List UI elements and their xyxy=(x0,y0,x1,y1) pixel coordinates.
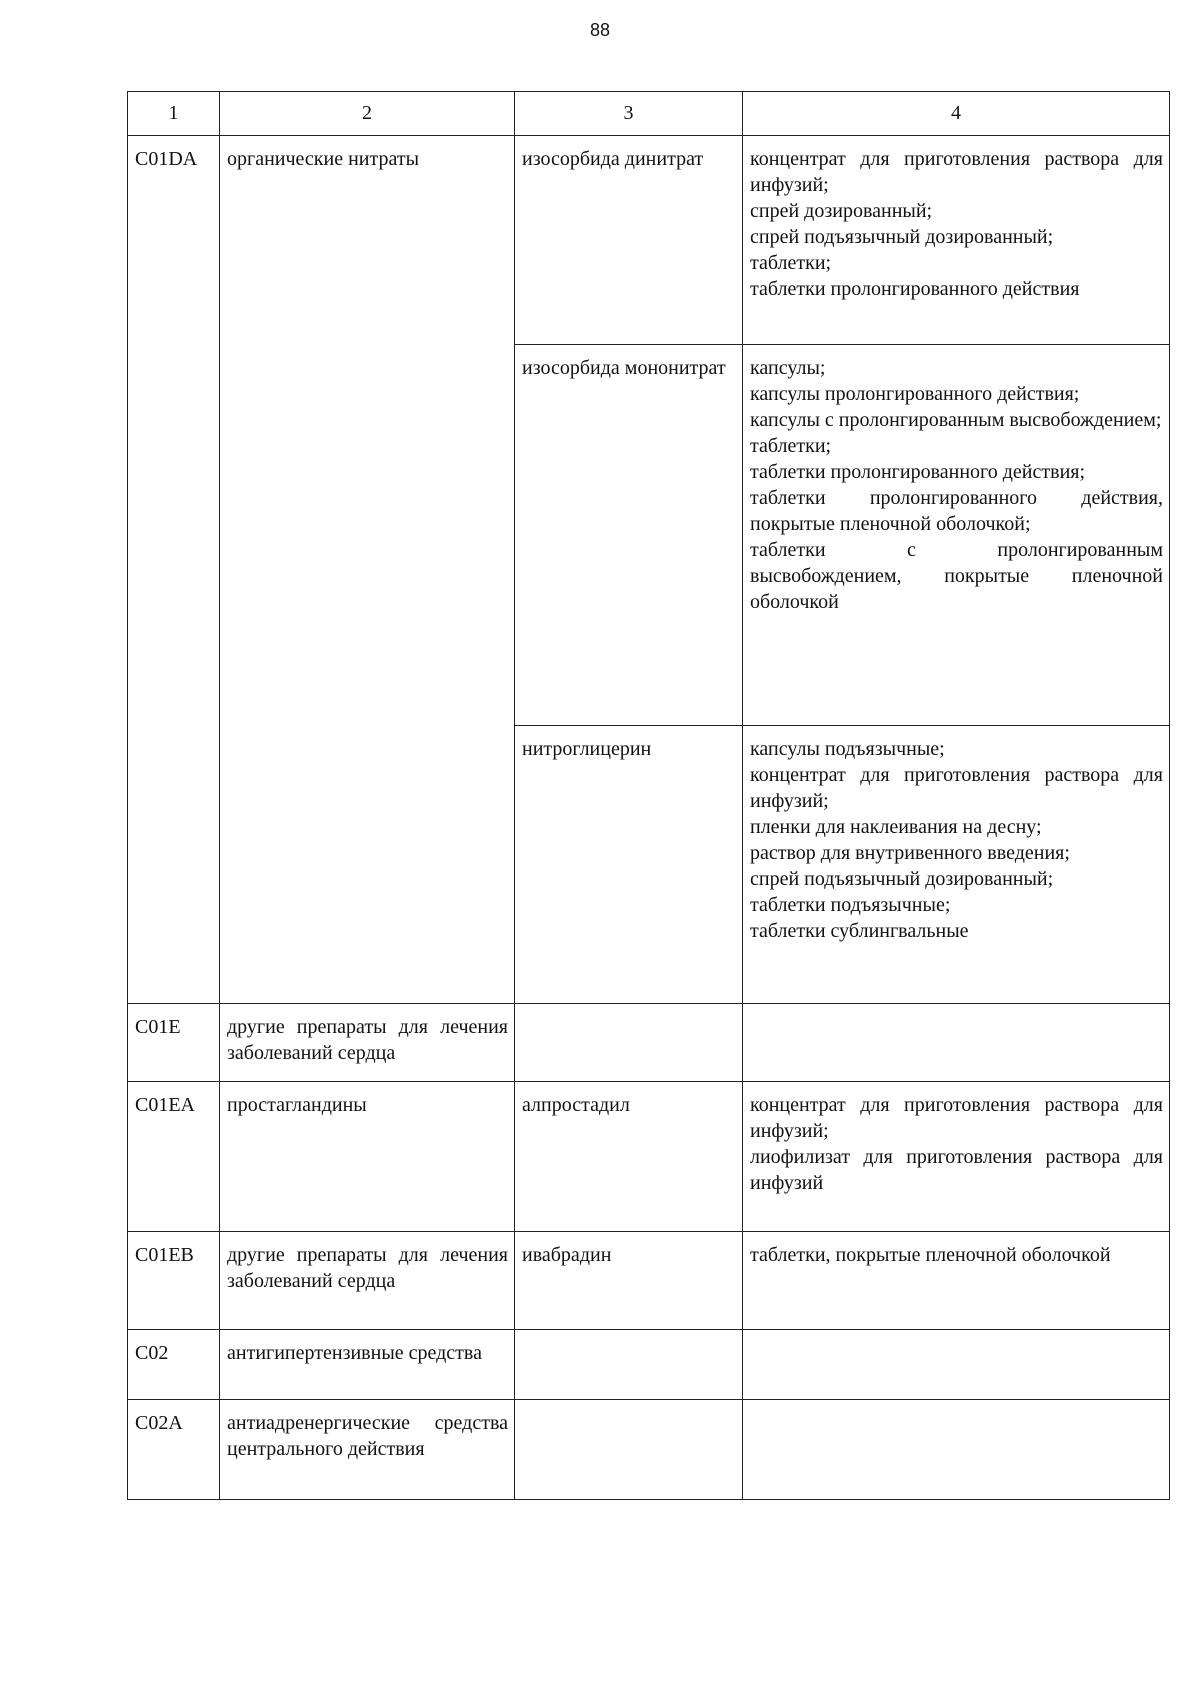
dosage-forms-cell xyxy=(743,726,1170,1004)
group-name-cell: антигипертензивные средства xyxy=(220,1330,515,1400)
dosage-form: спрей подъязычный дозированный; xyxy=(750,868,1054,890)
atc-code-cell: C02A xyxy=(128,1400,220,1500)
dosage-form: таблетки подъязычные; xyxy=(750,894,951,916)
column-header-3: 3 xyxy=(515,92,743,136)
column-header-4: 4 xyxy=(743,92,1170,136)
drug-name-cell: алпростадил xyxy=(515,1082,743,1232)
page-number: 88 xyxy=(589,20,611,40)
dosage-forms-cell xyxy=(743,1082,1170,1232)
table-row xyxy=(128,1232,1170,1330)
drug-name-cell: изосорбида мононитрат xyxy=(515,345,743,726)
group-name-cell: органические нитраты xyxy=(220,136,515,1004)
drug-name-cell: изосорбида динитрат xyxy=(515,136,743,345)
atc-code-cell: C01EA xyxy=(128,1082,220,1232)
dosage-forms-cell xyxy=(743,1330,1170,1400)
dosage-form: раствор для внутривенного введения; xyxy=(750,842,1070,864)
atc-code-cell: C01E xyxy=(128,1004,220,1082)
dosage-form: таблетки пролонгированного действия xyxy=(750,278,1080,300)
drug-name-cell xyxy=(515,1004,743,1082)
column-header-1: 1 xyxy=(128,92,220,136)
dosage-form: спрей дозированный; xyxy=(750,200,933,222)
dosage-form: таблетки; xyxy=(750,435,832,457)
drug-name-cell xyxy=(515,1330,743,1400)
drug-name-cell xyxy=(515,1400,743,1500)
dosage-form: капсулы с пролонгированным высвобождением; xyxy=(750,409,1162,431)
table-row xyxy=(128,1004,1170,1082)
group-name-cell: антиадренергические средства центрального действия xyxy=(220,1400,515,1500)
atc-code-cell: C01DA xyxy=(128,136,220,1004)
column-header-2: 2 xyxy=(220,92,515,136)
dosage-form: капсулы пролонгированного действия; xyxy=(750,383,1080,405)
table-row xyxy=(128,1082,1170,1232)
dosage-form: таблетки сублингвальные xyxy=(750,920,969,942)
table-row xyxy=(128,136,1170,345)
dosage-form: капсулы; xyxy=(750,357,826,379)
dosage-forms-cell xyxy=(743,1232,1170,1330)
drug-name-cell: ивабрадин xyxy=(515,1232,743,1330)
group-name-cell: простагландины xyxy=(220,1082,515,1232)
dosage-form: лиофилизат для приготовления раствора для инфузий xyxy=(750,1146,1163,1194)
dosage-form: таблетки с пролонгированным высвобождением, покрытые пленочной оболочкой xyxy=(750,539,1163,613)
dosage-form: таблетки пролонгированного действия, покрытые пленочной оболочкой; xyxy=(750,487,1163,535)
dosage-form: концентрат для приготовления раствора для инфузий; xyxy=(750,148,1163,196)
dosage-form: концентрат для приготовления раствора для инфузий; xyxy=(750,1094,1163,1142)
header-row xyxy=(128,92,1170,136)
dosage-form: таблетки пролонгированного действия; xyxy=(750,461,1086,483)
dosage-forms-cell xyxy=(743,1400,1170,1500)
dosage-form: капсулы подъязычные; xyxy=(750,738,945,760)
dosage-form: пленки для наклеивания на десну; xyxy=(750,816,1042,838)
drug-name-cell: нитроглицерин xyxy=(515,726,743,1004)
dosage-form: спрей подъязычный дозированный; xyxy=(750,226,1054,248)
table-row xyxy=(128,1330,1170,1400)
atc-code-cell: C01EB xyxy=(128,1232,220,1330)
dosage-forms-cell xyxy=(743,1004,1170,1082)
atc-code-cell: C02 xyxy=(128,1330,220,1400)
dosage-form: таблетки, покрытые пленочной оболочкой xyxy=(750,1244,1111,1266)
table-row xyxy=(128,1400,1170,1500)
dosage-form: концентрат для приготовления раствора для инфузий; xyxy=(750,764,1163,812)
group-name-cell: другие препараты для лечения заболеваний сердца xyxy=(220,1232,515,1330)
drug-table xyxy=(127,91,1170,1500)
dosage-form: таблетки; xyxy=(750,252,832,274)
dosage-forms-cell xyxy=(743,345,1170,726)
group-name-cell: другие препараты для лечения заболеваний сердца xyxy=(220,1004,515,1082)
dosage-forms-cell xyxy=(743,136,1170,345)
